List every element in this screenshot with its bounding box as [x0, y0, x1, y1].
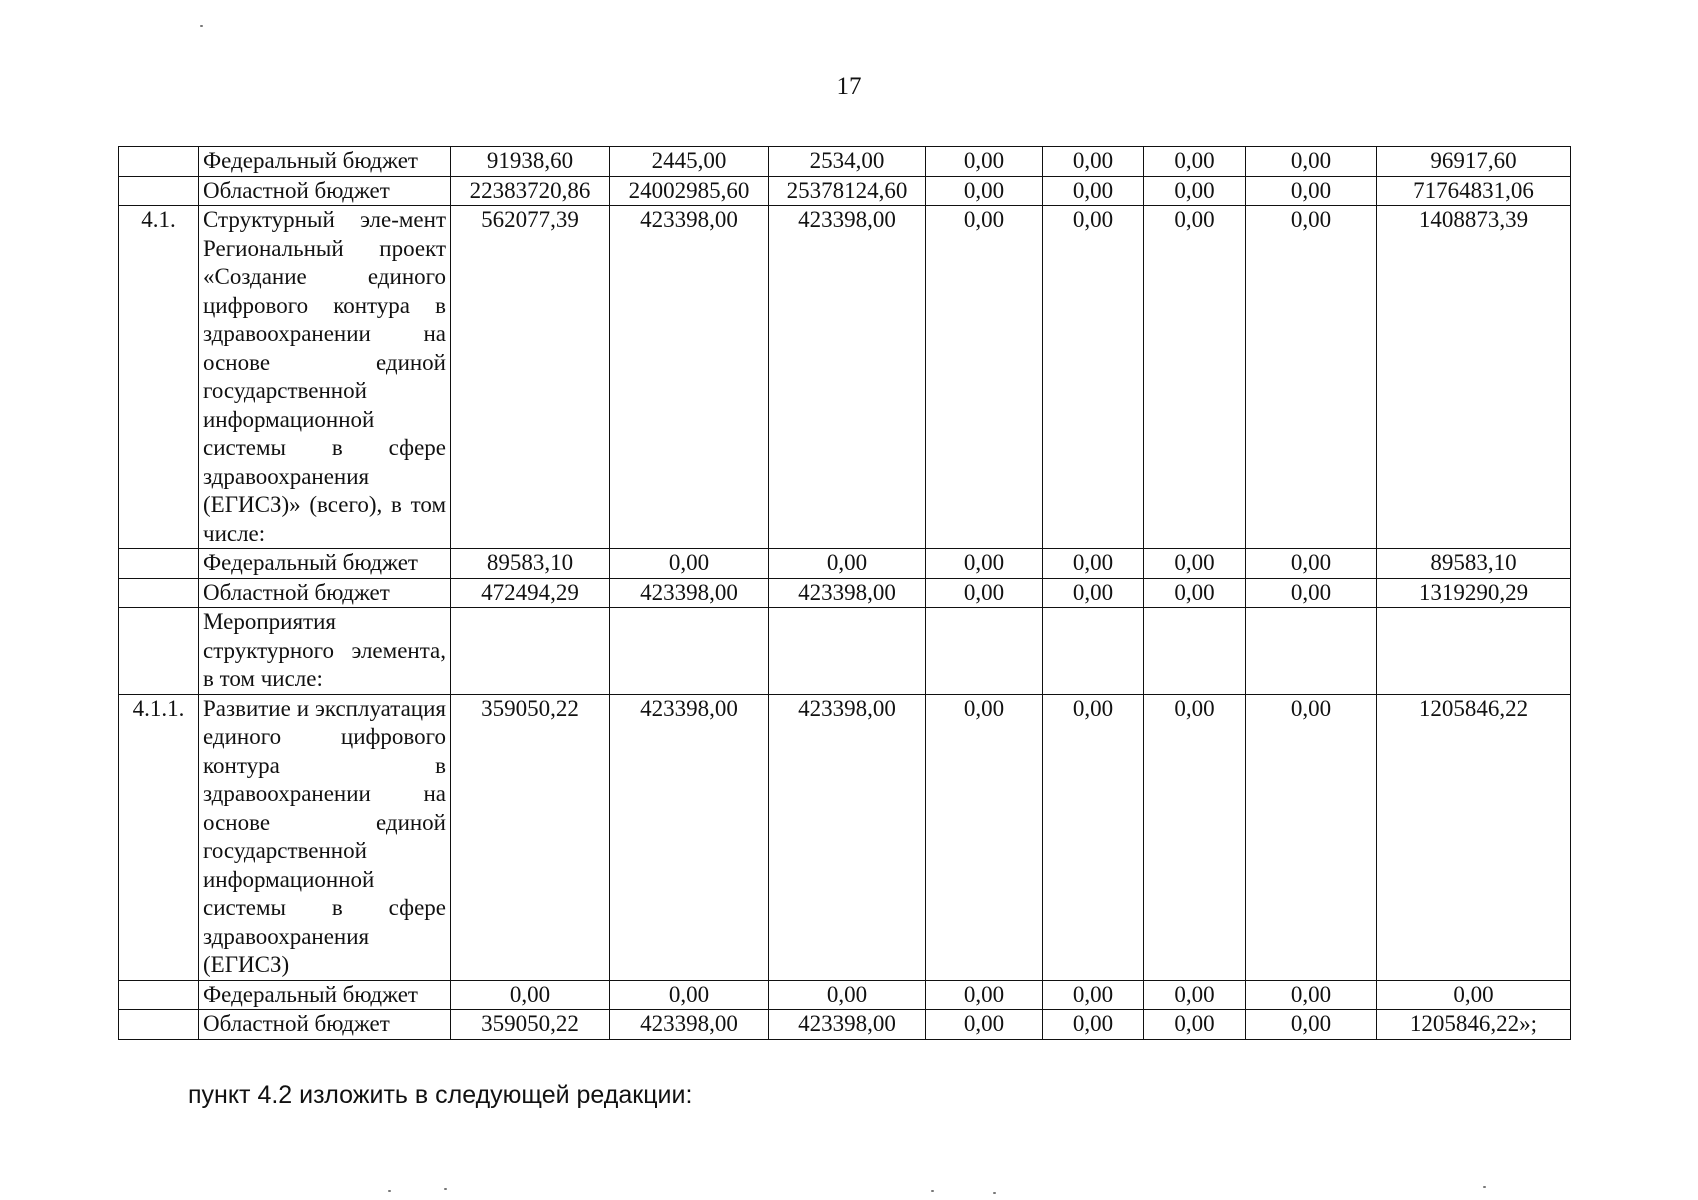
value-cell: 0,00	[926, 578, 1043, 608]
value-cell: 22383720,86	[451, 176, 610, 206]
table-row	[119, 206, 1571, 549]
value-cell: 423398,00	[610, 206, 769, 549]
value-cell: 0,00	[769, 549, 926, 579]
total-value-cell: 1408873,39	[1377, 206, 1571, 549]
value-cell: 423398,00	[769, 578, 926, 608]
value-cell: 0,00	[1246, 206, 1377, 549]
row-name-cell: Областной бюджет	[199, 1010, 451, 1040]
value-cell: 0,00	[1246, 549, 1377, 579]
table-row	[119, 608, 1571, 695]
value-cell: 0,00	[1144, 980, 1246, 1010]
table-row	[119, 176, 1571, 206]
value-cell: 0,00	[610, 980, 769, 1010]
row-name-cell: Федеральный бюджет	[199, 549, 451, 579]
value-cell: 0,00	[1043, 549, 1144, 579]
value-cell: 562077,39	[451, 206, 610, 549]
total-value-cell: 1319290,29	[1377, 578, 1571, 608]
total-value-cell: 1205846,22	[1377, 694, 1571, 980]
row-name-cell: Структурный эле-мент Региональный проект «Создание единого цифрового контура в здравоохранении на основе единой государственной информационной системы в сфере здравоохранения (ЕГИСЗ)» (всего), в том числе:	[199, 206, 451, 549]
value-cell	[769, 608, 926, 695]
total-value-cell: 0,00	[1377, 980, 1571, 1010]
row-number-cell	[119, 176, 199, 206]
value-cell: 0,00	[1144, 1010, 1246, 1040]
value-cell: 2534,00	[769, 147, 926, 177]
row-number-cell	[119, 1010, 199, 1040]
value-cell: 0,00	[926, 1010, 1043, 1040]
table-row	[119, 1010, 1571, 1040]
row-name-cell: Развитие и эксплуатация единого цифрового контура в здравоохранении на основе единой государственной информационной системы в сфере здравоохранения (ЕГИСЗ)	[199, 694, 451, 980]
amendment-text: пункт 4.2 изложить в следующей редакции:	[188, 1081, 693, 1109]
value-cell	[610, 608, 769, 695]
value-cell: 0,00	[1246, 147, 1377, 177]
value-cell: 0,00	[926, 176, 1043, 206]
value-cell: 359050,22	[451, 694, 610, 980]
table-row	[119, 578, 1571, 608]
value-cell: 0,00	[769, 980, 926, 1010]
total-value-cell: 96917,60	[1377, 147, 1571, 177]
row-number-cell: 4.1.	[119, 206, 199, 549]
row-number-cell	[119, 578, 199, 608]
total-value-cell	[1377, 608, 1571, 695]
total-value-cell: 1205846,22»;	[1377, 1010, 1571, 1040]
table-row	[119, 147, 1571, 177]
value-cell: 91938,60	[451, 147, 610, 177]
value-cell: 0,00	[926, 980, 1043, 1010]
value-cell: 0,00	[1246, 980, 1377, 1010]
value-cell: 0,00	[1144, 206, 1246, 549]
value-cell: 0,00	[610, 549, 769, 579]
total-value-cell: 89583,10	[1377, 549, 1571, 579]
value-cell: 0,00	[1246, 1010, 1377, 1040]
value-cell: 0,00	[1144, 549, 1246, 579]
value-cell	[926, 608, 1043, 695]
table-row	[119, 694, 1571, 980]
value-cell: 0,00	[1043, 176, 1144, 206]
value-cell	[451, 608, 610, 695]
value-cell: 0,00	[451, 980, 610, 1010]
value-cell: 2445,00	[610, 147, 769, 177]
value-cell: 0,00	[926, 147, 1043, 177]
row-name-cell: Мероприятия структурного элемента, в том числе:	[199, 608, 451, 695]
row-name-cell: Областной бюджет	[199, 176, 451, 206]
value-cell: 0,00	[1043, 1010, 1144, 1040]
value-cell: 25378124,60	[769, 176, 926, 206]
value-cell: 0,00	[926, 206, 1043, 549]
value-cell: 0,00	[1043, 206, 1144, 549]
value-cell	[1043, 608, 1144, 695]
value-cell: 0,00	[1246, 176, 1377, 206]
table-row	[119, 549, 1571, 579]
table-row	[119, 980, 1571, 1010]
row-number-cell	[119, 980, 199, 1010]
value-cell: 0,00	[1043, 578, 1144, 608]
value-cell: 0,00	[926, 549, 1043, 579]
value-cell: 0,00	[1246, 694, 1377, 980]
page-number: 17	[836, 73, 862, 100]
row-number-cell	[119, 147, 199, 177]
row-number-cell	[119, 549, 199, 579]
value-cell: 0,00	[1144, 147, 1246, 177]
value-cell	[1246, 608, 1377, 695]
value-cell: 359050,22	[451, 1010, 610, 1040]
value-cell: 423398,00	[610, 578, 769, 608]
row-name-cell: Федеральный бюджет	[199, 147, 451, 177]
value-cell: 0,00	[1043, 694, 1144, 980]
value-cell: 0,00	[1043, 147, 1144, 177]
total-value-cell: 71764831,06	[1377, 176, 1571, 206]
value-cell: 423398,00	[769, 206, 926, 549]
row-number-cell: 4.1.1.	[119, 694, 199, 980]
value-cell: 0,00	[1246, 578, 1377, 608]
row-name-cell: Федеральный бюджет	[199, 980, 451, 1010]
value-cell: 0,00	[926, 694, 1043, 980]
value-cell: 0,00	[1043, 980, 1144, 1010]
value-cell: 89583,10	[451, 549, 610, 579]
row-number-cell	[119, 608, 199, 695]
value-cell: 0,00	[1144, 578, 1246, 608]
value-cell: 0,00	[1144, 694, 1246, 980]
value-cell: 0,00	[1144, 176, 1246, 206]
value-cell: 423398,00	[610, 1010, 769, 1040]
value-cell: 423398,00	[769, 694, 926, 980]
value-cell	[1144, 608, 1246, 695]
budget-table	[118, 146, 1571, 1040]
value-cell: 423398,00	[610, 694, 769, 980]
row-name-cell: Областной бюджет	[199, 578, 451, 608]
value-cell: 472494,29	[451, 578, 610, 608]
value-cell: 24002985,60	[610, 176, 769, 206]
value-cell: 423398,00	[769, 1010, 926, 1040]
